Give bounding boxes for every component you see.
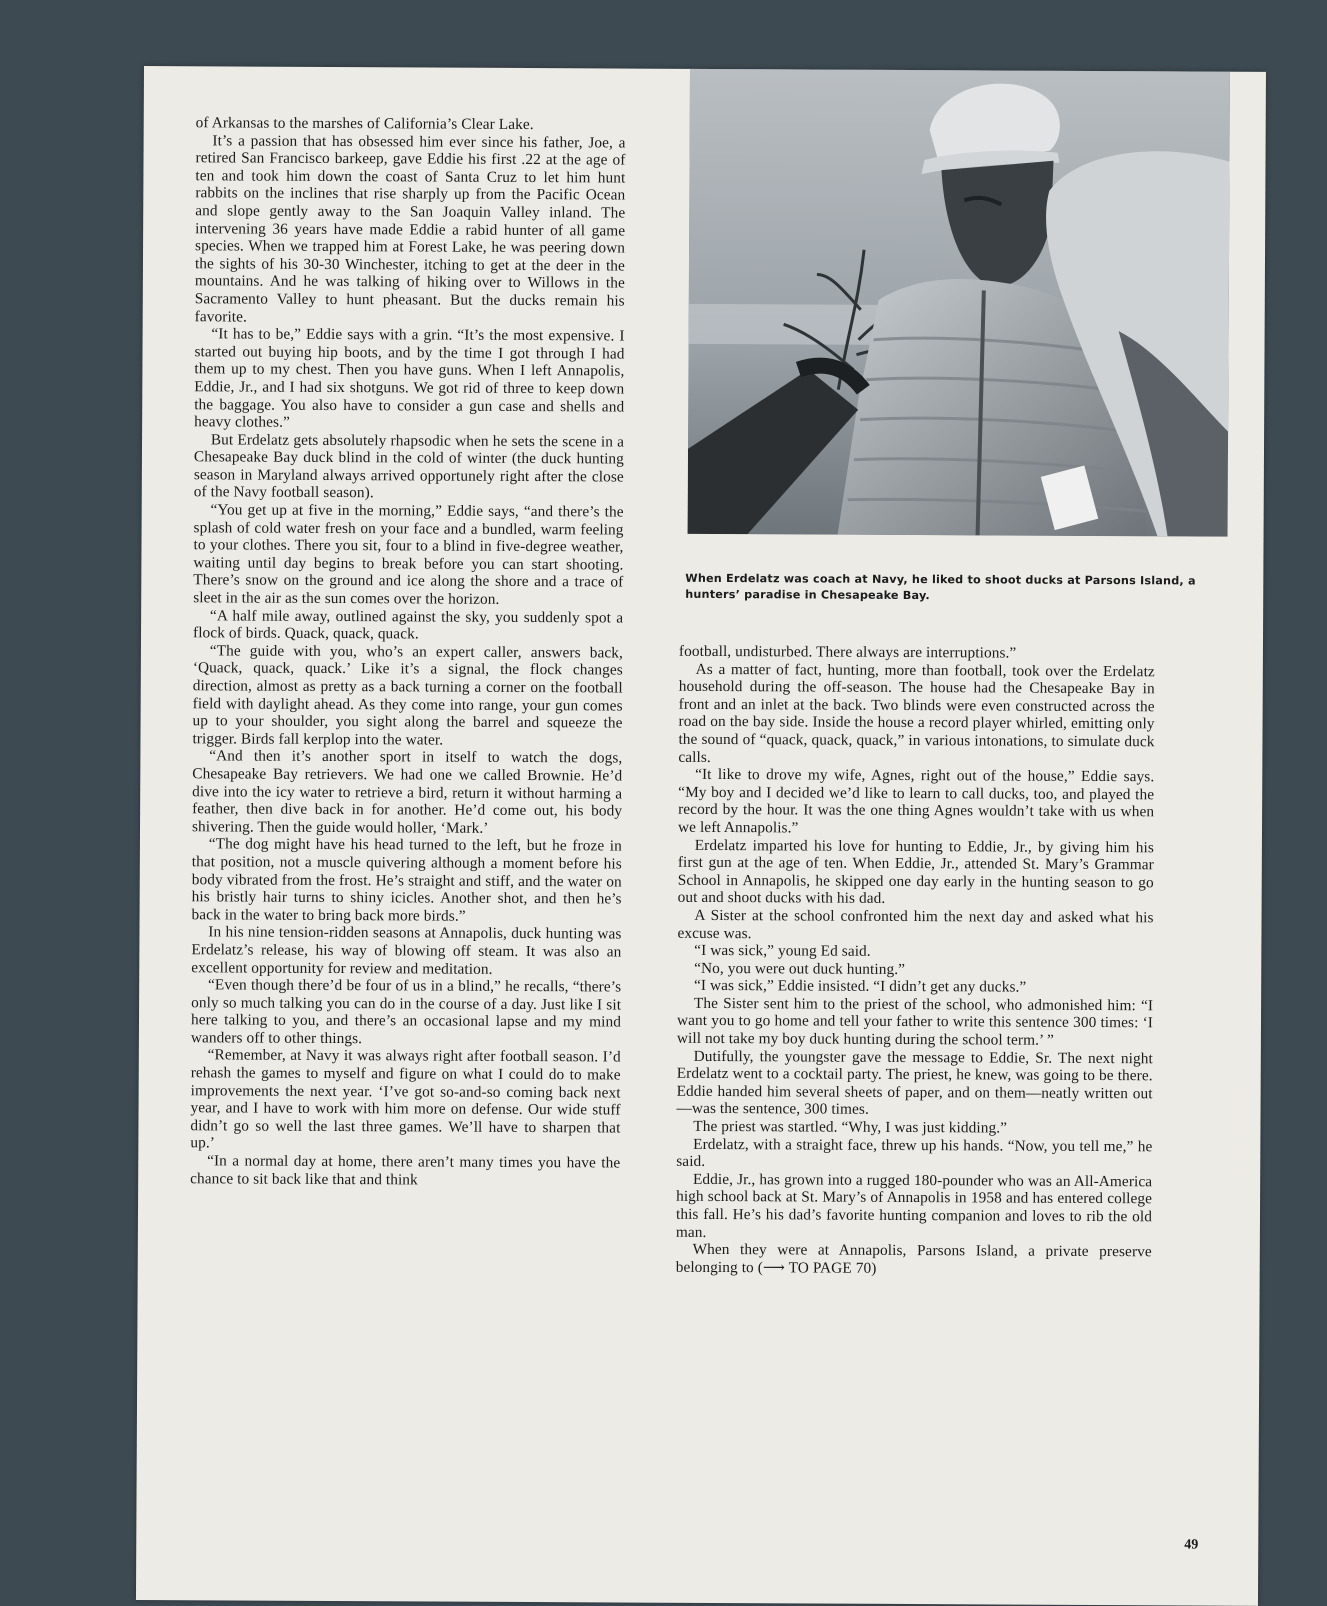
paragraph: “You get up at five in the morning,” Eddie says, “and there’s the splash of cold water fresh on your face and a bundled, warm feeling to your clothes. There you sit, four to a blind in five-degree weather, waiting until day begins to break before you can start shooting. There’s snow on the ground and ice along the shore and a trace of sleet in the air as the sun comes over the horizon.: [193, 501, 624, 608]
paragraph: of Arkansas to the marshes of California’s Clear Lake.: [195, 114, 534, 134]
paragraph: Erdelatz imparted his love for hunting to Eddie, Jr., by giving him his first gun at the age of ten. When Eddie, Jr., attended St. Mary’s Grammar School in Annapolis, he skipped one day early in the hunting season to go out and shoot ducks with his dad.: [677, 836, 1154, 908]
photo-illustration: [688, 69, 1230, 537]
paragraph: “And then it’s another sport in itself to watch the dogs, Chesapeake Bay retrievers. We had one we called Brownie. He’d dive into the icy water to retrieve a bird, return it without harming a feather, then dive back in for another. He’d come out, his body shivering. Then the guide would holler, ‘Mark.’: [191, 747, 623, 837]
paragraph: In his nine tension-ridden seasons at Annapolis, duck hunting was Erdelatz’s release, his way of blowing off steam. It was also an excellent opportunity for review and meditation.: [191, 923, 622, 978]
paragraph: “No, you were out duck hunting.”: [694, 959, 906, 978]
paragraph: Erdelatz, with a straight face, threw up his hands. “Now, you tell me,” he said.: [676, 1135, 1153, 1171]
paragraph: As a matter of fact, hunting, more than football, took over the Erdelatz household during the off-season. The house had the Chesapeake Bay in front and an inlet at the back. Two blinds were even constructed across the road on the bay side. Inside the house a record player whirled, emitting only the sound of “quack, quack, quack,” in various intonations, to simulate duck calls.: [678, 660, 1155, 766]
paragraph: “Even though there’d be four of us in a blind,” he recalls, “there’s only so much talking you can do in the course of a day. Just like I sit here talking to you, and there’s an occasional lapse and my mind wanders off to other things.: [190, 976, 622, 1048]
paragraph: “It like to drove my wife, Agnes, right out of the house,” Eddie says. “My boy and I decided we’d like to learn to call ducks, too, and played the record by the hour. It was the one thing Agnes wouldn’t take with us when we left Annapolis.”: [677, 766, 1155, 837]
paragraph: football, undisturbed. There always are interruptions.”: [678, 642, 1017, 662]
paragraph: A Sister at the school confronted him the next day and asked what his excuse was.: [677, 906, 1154, 942]
paragraph: “Remember, at Navy it was always right after football season. I’d rehash the games to myself and figure on what I could do to make improvements the next year. ‘I’ve got so-and-so coming back next year, and I have to work with him more on defense. Our wide stuff didn’t go so well the last three games. We’ll have to sharpen that up.’: [190, 1046, 621, 1152]
paragraph: The Sister sent him to the priest of the school, who admonished him: “I want you to go home and tell your father to write this sentence 300 times: ‘I will not take my boy duck hunting during the school term.’ ”: [676, 994, 1154, 1049]
paragraph: But Erdelatz gets absolutely rhapsodic when he sets the scene in a Chesapeake Bay duck blind in the cold of winter (the duck hunting season in Maryland always arrived opportunely right after the close of the Navy football season).: [193, 431, 625, 502]
paragraph: It’s a passion that has obsessed him ever since his father, Joe, a retired San Francisco barkeep, gave Eddie his first .22 at the age of ten and took him down the coast of Santa Cruz to let him hunt rabbits on the inclines that rise sharply up from the Pacific Ocean and slope gently away to the San Joaquin Valley inland. The intervening 36 years have made Eddie a rabid hunter of all game species. When we trapped him at Forest Lake, he was peering down the sights of his 30-30 Winchester, itching to get at the deer in the mountains. And he was talking of hiking over to Willows in the Sacramento Valley to hunt pheasant. But the ducks remain his favorite.: [194, 131, 626, 326]
paragraph: “I was sick,” Eddie insisted. “I didn’t get any ducks.”: [693, 977, 1027, 996]
paragraph: “In a normal day at home, there aren’t many times you have the chance to sit back like that and think: [190, 1152, 621, 1189]
paragraph: “I was sick,” young Ed said.: [694, 941, 871, 960]
paragraph: “The guide with you, who’s an expert caller, answers back, ‘Quack, quack, quack.’ Like it’s a signal, the flock changes direction, almost as pretty as a back turning a corner on the football field with daylight ahead. As they come into range, your gun comes up to your shoulder, you sight along the barrel and squeeze the trigger. Birds fall kerplop into the water.: [192, 642, 623, 749]
paragraph: “A half mile away, outlined against the sky, you suddenly spot a flock of birds. Quack, quack, quack.: [192, 606, 624, 643]
paragraph: “The dog might have his head turned to the left, but he froze in that position, not a muscle quivering although a moment before his body vibrated from the frost. He’s straight and stiff, and the water on his bristly hair turns to shiny icicles. Another shot, and then he’s back in the water to bring back more birds.”: [191, 835, 622, 925]
page-number: 49: [1184, 1537, 1199, 1553]
photo-caption: When Erdelatz was coach at Navy, he liked to shoot ducks at Parsons Island, a hunters’ paradise in Chesapeake Bay.: [685, 571, 1196, 603]
article-column-right: [676, 643, 1155, 1279]
article-column-left: [190, 114, 626, 1189]
magazine-page: [136, 66, 1266, 1606]
duck-hunter-photo: [688, 69, 1230, 537]
paragraph: The priest was startled. “Why, I was just kidding.”: [693, 1117, 1008, 1137]
paragraph: Dutifully, the youngster gave the message to Eddie, Sr. The next night Erdelatz went to a cocktail party. The priest, he knew, was going to be there. Eddie handed him several sheets of paper, and on them—neatly written out—was the sentence, 300 times.: [676, 1047, 1153, 1119]
paragraph: Eddie, Jr., has grown into a rugged 180-pounder who was an All-America high school back at St. Mary’s of Annapolis in 1958 and has entered college this fall. He’s his dad’s favorite hunting companion and loves to rib the old man.: [675, 1170, 1153, 1241]
paragraph: When they were at Annapolis, Parsons Island, a private preserve belonging to (⟶ TO PAGE 70): [675, 1241, 1152, 1277]
paragraph: “It has to be,” Eddie says with a grin. “It’s the most expensive. I started out buying hip boots, and by the time I got through I had them up to my chest. Then you have guns. When I left Annapolis, Eddie, Jr., and I had six shotguns. We got rid of three to keep down the baggage. You also have to consider a gun case and shells and heavy clothes.”: [194, 325, 625, 431]
